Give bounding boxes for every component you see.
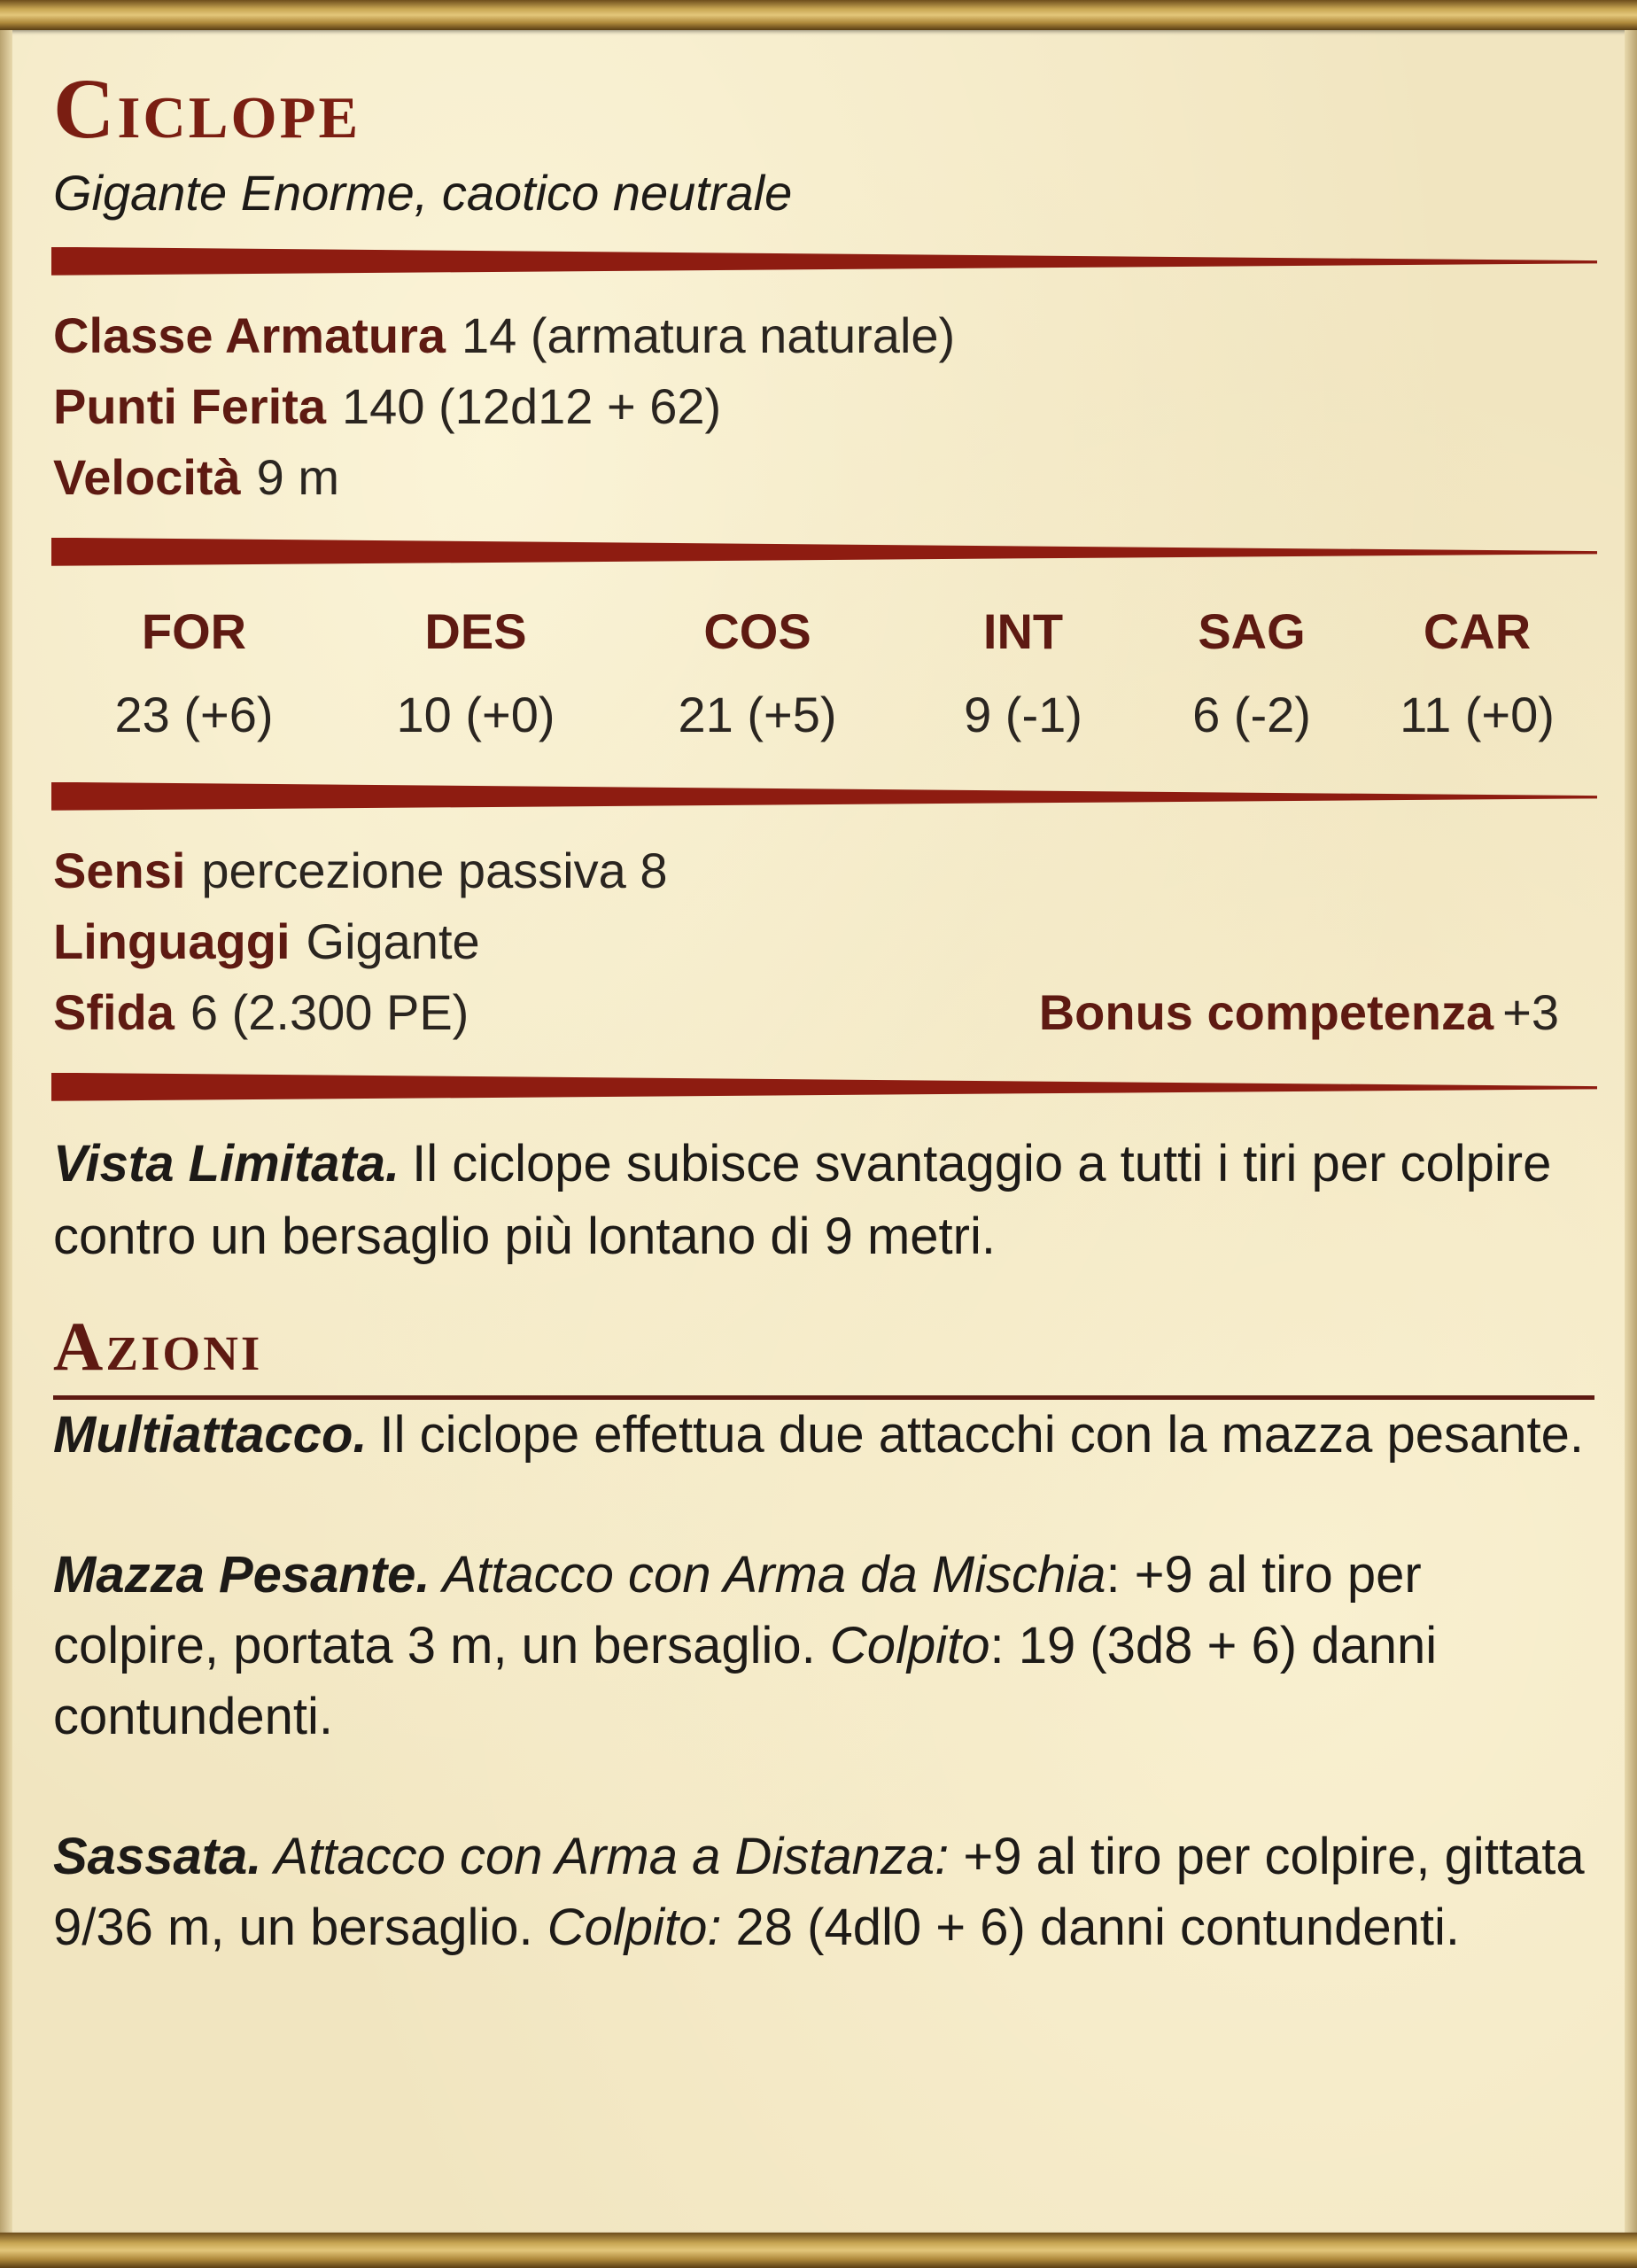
- ability-score-cha: 11 (+0): [1400, 686, 1555, 742]
- armor-class-label: Classe Armatura: [53, 307, 446, 363]
- action-name: Multiattacco.: [53, 1405, 368, 1464]
- trait-limited-sight: [53, 1128, 1594, 1273]
- challenge-group: [53, 977, 469, 1048]
- trait-name: Vista Limitata.: [53, 1134, 400, 1192]
- senses-row: [53, 835, 1594, 906]
- ability-name-int: INT: [982, 602, 1064, 659]
- action-name: Mazza Pesante.: [53, 1545, 431, 1604]
- attack-text: : +9 al tiro per colpire, portata 3 m, un bersaglio.: [53, 1545, 1422, 1674]
- monster-type: Gigante Enorme, caotico neutrale: [53, 164, 793, 221]
- hit-text: 28 (4dl0 + 6) danni contundenti.: [721, 1898, 1460, 1956]
- right-page-edge: [1625, 30, 1637, 2233]
- monster-name: Ciclope: [53, 61, 361, 156]
- ability-name-con: COS: [703, 602, 811, 659]
- challenge-value: 6 (2.300 PE): [190, 983, 469, 1040]
- action-rock: [53, 1821, 1594, 1963]
- languages-label: Linguaggi: [53, 913, 291, 969]
- proficiency-group: [1039, 977, 1559, 1048]
- speed-label: Velocità: [53, 448, 241, 505]
- ability-score-dex: 10 (+0): [396, 686, 555, 742]
- hit-label: Colpito: [829, 1616, 990, 1674]
- action-name: Sassata.: [53, 1827, 262, 1885]
- challenge-row: [53, 977, 1559, 1048]
- proficiency-label: Bonus competenza: [1038, 983, 1494, 1040]
- ability-name-str: FOR: [141, 602, 247, 659]
- ability-score-con: 21 (+5): [678, 686, 837, 742]
- hit-points-value: 140 (12d12 + 62): [342, 377, 722, 434]
- tapered-divider: [51, 782, 1597, 811]
- ability-name-cha: CAR: [1423, 602, 1532, 659]
- attack-type: Attacco con Arma da Mischia: [442, 1545, 1106, 1604]
- speed-row: [53, 442, 1594, 513]
- ability-name-dex: DES: [424, 602, 527, 659]
- ability-score-str: 23 (+6): [114, 686, 274, 742]
- action-multiattack: [53, 1400, 1594, 1471]
- tapered-divider: [51, 538, 1597, 566]
- languages-row: [53, 906, 1594, 977]
- languages-value: Gigante: [306, 913, 480, 969]
- left-page-edge: [0, 30, 12, 2233]
- action-greatclub: [53, 1540, 1594, 1752]
- actions-heading: Azioni: [53, 1307, 263, 1385]
- armor-class-value: 14 (armatura naturale): [462, 307, 956, 363]
- bottom-scroll-bar: [0, 2233, 1637, 2268]
- hit-label: Colpito:: [547, 1898, 722, 1956]
- ability-score-wis: 6 (-2): [1192, 686, 1311, 742]
- proficiency-value: +3: [1502, 983, 1559, 1040]
- senses-value: percezione passiva 8: [201, 842, 668, 898]
- ability-name-wis: SAG: [1198, 602, 1306, 659]
- hit-text: : 19 (3d8 + 6) danni contundenti.: [53, 1616, 1438, 1745]
- hit-points-row: [53, 371, 1594, 442]
- attack-type: Attacco con Arma a Distanza:: [274, 1827, 950, 1885]
- attack-text: +9 al tiro per colpire, gittata 9/36 m, un bersaglio.: [53, 1827, 1585, 1956]
- ability-scores: [53, 591, 1594, 757]
- challenge-label: Sfida: [53, 983, 175, 1040]
- hit-points-label: Punti Ferita: [53, 377, 327, 434]
- armor-class-row: [53, 300, 1594, 371]
- ability-score-int: 9 (-1): [964, 686, 1082, 742]
- tapered-divider: [51, 1073, 1597, 1101]
- top-scroll-bar: [0, 0, 1637, 30]
- senses-label: Sensi: [53, 842, 186, 898]
- speed-value: 9 m: [256, 448, 340, 505]
- tapered-divider: [51, 247, 1597, 276]
- stat-block: [53, 62, 1594, 1963]
- trait-text: Il ciclope subisce svantaggio a tutti i tiri per colpire contro un bersaglio più lontano di 9 metri.: [53, 1134, 1552, 1265]
- action-text: Il ciclope effettua due attacchi con la mazza pesante.: [379, 1405, 1585, 1464]
